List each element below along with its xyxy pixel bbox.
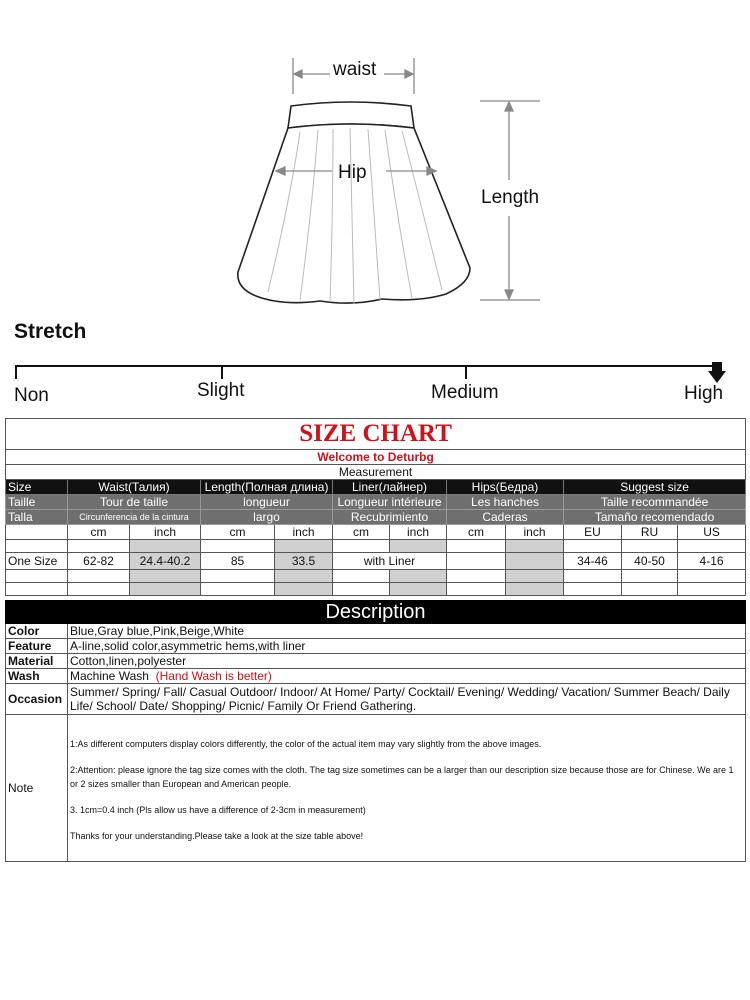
feature-key: Feature xyxy=(6,639,68,654)
unit-cell: cm xyxy=(68,525,130,540)
header-cell: Caderas xyxy=(447,510,564,525)
unit-cell: cm xyxy=(333,525,390,540)
header-cell: Circunferencia de la cintura xyxy=(68,510,201,525)
size-chart-title: SIZE CHART xyxy=(6,419,746,450)
header-cell: longueur xyxy=(201,495,333,510)
unit-cell: cm xyxy=(447,525,506,540)
ru-size-value: 40-50 xyxy=(622,553,678,570)
us-size-value: 4-16 xyxy=(678,553,746,570)
stretch-level-medium: Medium xyxy=(431,382,499,403)
material-value: Cotton,linen,polyester xyxy=(68,654,746,669)
unit-cell: inch xyxy=(506,525,564,540)
header-cell: Talla xyxy=(6,510,68,525)
header-cell: Size xyxy=(6,480,68,495)
size-value: One Size xyxy=(6,553,68,570)
header-row-spanish xyxy=(6,510,746,525)
size-chart-table xyxy=(5,418,746,596)
unit-cell: EU xyxy=(564,525,622,540)
header-cell: Taille recommandée xyxy=(564,495,746,510)
wash-key: Wash xyxy=(6,669,68,684)
description-table xyxy=(5,600,746,862)
stretch-scale xyxy=(0,355,750,415)
header-row-french xyxy=(6,495,746,510)
header-cell: largo xyxy=(201,510,333,525)
occasion-value: Summer/ Spring/ Fall/ Casual Outdoor/ Indoor/ At Home/ Party/ Cocktail/ Evening/ Wedding/ Vacation/ Summer Beach/ Daily Life/ School/ Date/ Shopping/ Picnic/ Family Or Friend Gathering. xyxy=(68,684,746,715)
header-cell: Les hanches xyxy=(447,495,564,510)
header-row-english xyxy=(6,480,746,495)
skirt-drawing xyxy=(0,0,750,310)
welcome-text: Welcome to Deturbg xyxy=(6,450,746,465)
waist-label: waist xyxy=(333,59,377,80)
header-cell: Hips(Бедра) xyxy=(447,480,564,495)
stretch-title: Stretch xyxy=(14,320,87,343)
unit-cell: inch xyxy=(275,525,333,540)
wash-value xyxy=(68,669,746,684)
unit-cell: RU xyxy=(622,525,678,540)
length-inch-value: 33.5 xyxy=(275,553,333,570)
length-cm-value: 85 xyxy=(201,553,275,570)
wash-method: Machine Wash xyxy=(70,669,149,683)
waist-cm-value: 62-82 xyxy=(68,553,130,570)
occasion-key: Occasion xyxy=(6,684,68,715)
header-cell: Tamaño recomendado xyxy=(564,510,746,525)
note-item: Thanks for your understanding.Please take a look at the size table above! xyxy=(70,831,364,841)
note-item: 1:As different computers display colors differently, the color of the actual item may vary slightly from the above images. xyxy=(70,739,542,749)
stretch-level-high: High xyxy=(684,383,724,404)
unit-cell: US xyxy=(678,525,746,540)
eu-size-value: 34-46 xyxy=(564,553,622,570)
unit-cell: inch xyxy=(130,525,201,540)
liner-value: with Liner xyxy=(333,553,447,570)
unit-cell: cm xyxy=(201,525,275,540)
stretch-level-slight: Slight xyxy=(197,380,245,401)
header-cell: Liner(лайнер) xyxy=(333,480,447,495)
header-cell: Longueur intérieure xyxy=(333,495,447,510)
feature-value: A-line,solid color,asymmetric hems,with liner xyxy=(68,639,746,654)
color-key: Color xyxy=(6,624,68,639)
note-key: Note xyxy=(6,715,68,862)
header-cell: Waist(Талия) xyxy=(68,480,201,495)
hip-label: Hip xyxy=(338,162,367,183)
wash-note: (Hand Wash is better) xyxy=(155,669,272,683)
note-text xyxy=(68,715,746,862)
length-label: Length xyxy=(481,187,540,208)
header-cell: Length(Полная длина) xyxy=(201,480,333,495)
units-row xyxy=(6,525,746,540)
unit-cell: inch xyxy=(390,525,447,540)
color-value: Blue,Gray blue,Pink,Beige,White xyxy=(68,624,746,639)
header-cell: Taille xyxy=(6,495,68,510)
skirt-measurement-diagram xyxy=(0,0,750,310)
note-item: 3. 1cm=0.4 inch (Pls allow us have a difference of 2-3cm in measurement) xyxy=(70,805,366,815)
note-item: 2:Attention: please ignore the tag size comes with the cloth. The tag size sometimes can be a larger than our description size because those are for Chinese. We are 1 or 2 sizes smaller than European and American people. xyxy=(70,765,734,789)
description-heading: Description xyxy=(6,601,746,624)
measurement-label: Measurement xyxy=(6,465,746,480)
waist-inch-value: 24.4-40.2 xyxy=(130,553,201,570)
table-row xyxy=(6,553,746,570)
header-cell: Tour de taille xyxy=(68,495,201,510)
header-cell: Recubrimiento xyxy=(333,510,447,525)
stretch-level-non: Non xyxy=(14,385,49,406)
material-key: Material xyxy=(6,654,68,669)
header-cell: Suggest size xyxy=(564,480,746,495)
